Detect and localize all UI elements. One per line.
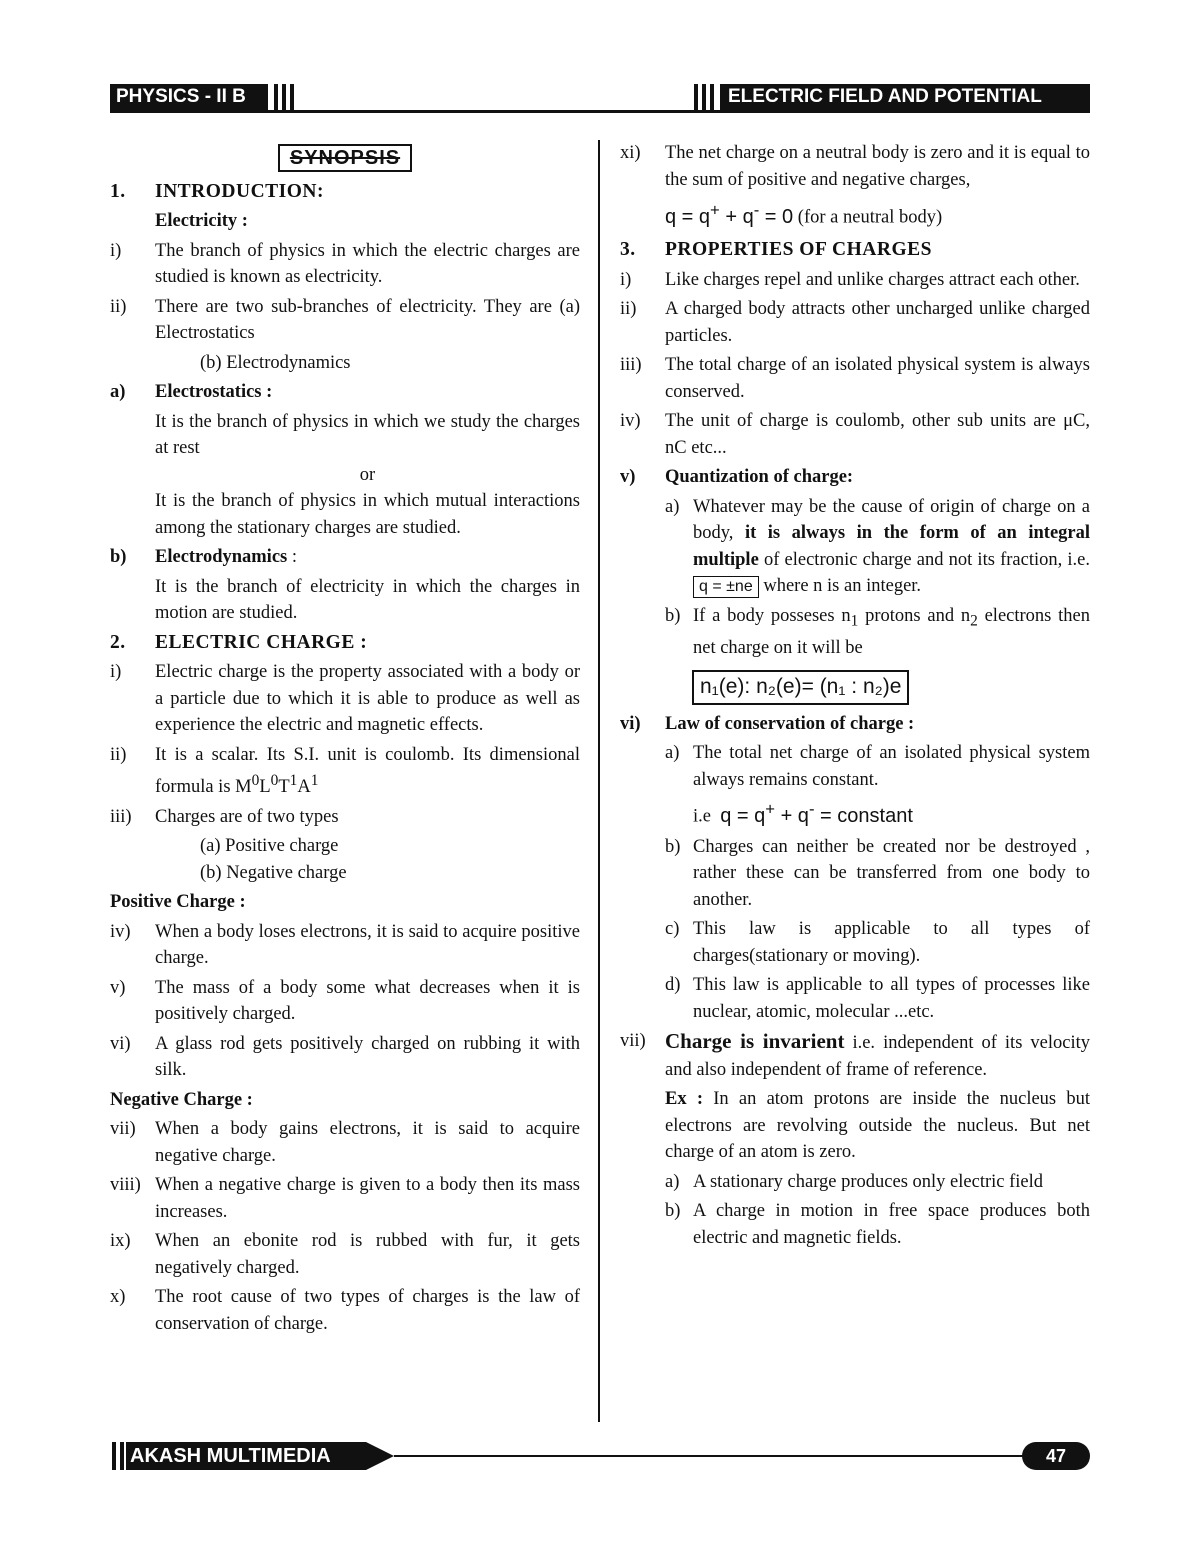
section-2-heading: 2. ELECTRIC CHARGE :: [110, 631, 368, 653]
footer-bars: [110, 1442, 126, 1470]
page-number: 47: [1022, 1442, 1090, 1470]
intro-item-i: i) The branch of physics in which the electric charges are studied is known as electricity.: [110, 240, 580, 287]
intro-item-ii: ii) There are two sub-branches of electricity. They are (a) Electrostatics: [110, 296, 580, 343]
synopsis-heading: SYNOPSIS: [278, 144, 412, 172]
quantization-item-b: b) If a body posseses $n_1$ protons and $n_2$ electrons then net charge on it will be: [665, 605, 1090, 658]
electrodynamics-text: It is the branch of electricity in which the charges in motion are studied.: [155, 576, 580, 623]
electrostatics-heading: a) Electrostatics :: [110, 382, 273, 402]
positive-charge-heading: Positive Charge :: [110, 892, 246, 913]
conservation-item-a: a) The total net charge of an isolated physical system always remains constant.: [665, 743, 1090, 790]
positive-item-iv: iv) When a body loses electrons, it is said to acquire positive charge.: [110, 921, 580, 969]
negative-item-ix: ix) When an ebonite rod is rubbed with fur, it gets negatively charged.: [110, 1231, 580, 1278]
footer-arrow: [366, 1442, 394, 1470]
positive-item-vi: vi) A glass rod gets positively charged on rubbing it with silk.: [110, 1033, 580, 1081]
charge-type-positive: (a) Positive charge: [200, 836, 339, 857]
example-item-b: b) A charge in motion in free space produces both electric and magnetic fields.: [665, 1201, 1090, 1248]
header-right-title: ELECTRIC FIELD AND POTENTIAL: [720, 84, 1090, 110]
intro-item-ii-b: (b) Electrodynamics: [200, 352, 351, 373]
left-column: [110, 140, 580, 1340]
property-item-vi: vi) Law of conservation of charge :: [620, 713, 915, 734]
property-item-iv: iv) The unit of charge is coulomb, other sub units are μC, nC etc...: [620, 411, 1090, 458]
example-text: Ex : In an atom protons are inside the nucleus but electrons are revolving outside the nucleus. But net charge of an atom is zero.: [665, 1089, 1091, 1162]
charge-item-i: i) Electric charge is the property associated with a body or a particle due to which it is able to produce as well as experience the electric and magnetic effects.: [110, 662, 580, 735]
header-left-title: PHYSICS - II B: [110, 84, 268, 110]
electrostatics-or: or: [359, 464, 376, 485]
quantization-formula-box: q = ±ne: [693, 576, 759, 598]
footer-brand: AKASH MULTIMEDIA: [126, 1442, 366, 1470]
net-charge-formula-box: n₁(e): n₂(e)= (n₁ : n₂)e: [692, 670, 909, 705]
neutral-body-formula: q = q+ + q- = 0 (for a neutral body): [665, 200, 943, 228]
conservation-item-c: c) This law is applicable to all types of charges(stationary or moving).: [665, 919, 1090, 966]
property-item-ii: ii) A charged body attracts other uncharged unlike charged particles.: [620, 299, 1090, 346]
right-column: [620, 140, 1090, 1254]
electrostatics-text-1: It is the branch of physics in which we study the charges at rest: [155, 411, 580, 458]
quantization-item-a: a) Whatever may be the cause of origin of charge on a body, it is always in the form of an integral multiple of electronic charge and not its fraction, i.e. q = ±ne where n is an integer.: [665, 496, 1091, 597]
header-right: [690, 84, 1090, 110]
property-item-iii: iii) The total charge of an isolated physical system is always conserved.: [620, 355, 1090, 402]
footer: [110, 1442, 1090, 1470]
header-right-bars: [690, 84, 716, 110]
property-item-i: i) Like charges repel and unlike charges attract each other.: [620, 269, 1080, 290]
conservation-item-b: b) Charges can neither be created nor be destroyed , rather these can be transferred from one body to another.: [665, 836, 1090, 910]
negative-item-viii: viii) When a negative charge is given to a body then its mass increases.: [110, 1175, 580, 1222]
property-item-v: v) Quantization of charge:: [620, 467, 854, 488]
negative-charge-heading: Negative Charge :: [110, 1089, 253, 1110]
dimensional-formula: $M^0L^0T^1A^1$: [235, 772, 319, 798]
charge-item-ii: ii) It is a scalar. Its S.I. unit is coulomb. Its dimensional formula is $M^0L^0T^1A^1$: [110, 744, 580, 798]
electricity-subheading: Electricity :: [155, 211, 248, 231]
negative-item-x: x) The root cause of two types of charges is the law of conservation of charge.: [110, 1287, 580, 1334]
conservation-item-d: d) This law is applicable to all types of processes like nuclear, atomic, molecular ...etc.: [665, 975, 1090, 1022]
charge-item-iii: iii) Charges are of two types: [110, 806, 339, 827]
section-1-heading: 1. INTRODUCTION:: [110, 180, 325, 202]
conservation-formula: i.e q = q+ + q- = constant: [693, 799, 913, 827]
header-left: [110, 84, 298, 110]
charge-item-xi: xi) The net charge on a neutral body is zero and it is equal to the sum of positive and negative charges,: [620, 143, 1090, 190]
charge-type-negative: (b) Negative charge: [200, 862, 347, 883]
footer-line: [394, 1455, 1044, 1457]
section-3-heading: 3. PROPERTIES OF CHARGES: [620, 239, 932, 261]
electrostatics-text-2: It is the branch of physics in which mutual interactions among the stationary charges are studied.: [155, 491, 580, 538]
header-left-bars: [272, 84, 298, 110]
net-charge-formula-wrap: [620, 664, 1090, 711]
positive-item-v: v) The mass of a body some what decreases when it is positively charged.: [110, 977, 580, 1025]
negative-item-vii: vii) When a body gains electrons, it is said to acquire negative charge.: [110, 1119, 580, 1166]
electrodynamics-heading: b) Electrodynamics :: [110, 547, 297, 567]
header-rule: [110, 110, 1090, 113]
property-item-vii: vii) Charge is invarient i.e. independent of its velocity and also independent of frame of reference.: [620, 1029, 1091, 1080]
synopsis-heading-wrap: [110, 144, 580, 173]
example-item-a: a) A stationary charge produces only electric field: [665, 1171, 1044, 1192]
column-divider: [598, 140, 600, 1422]
